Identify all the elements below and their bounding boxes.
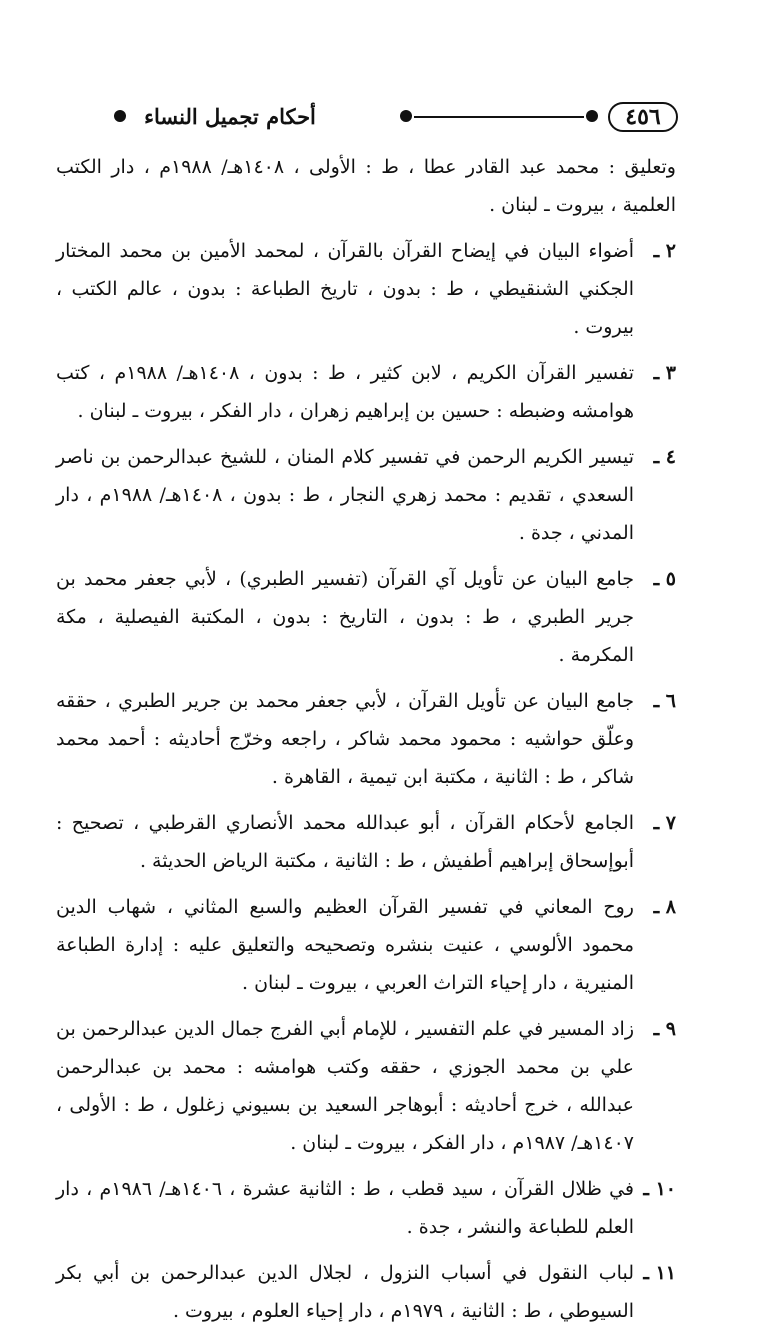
entry-text: زاد المسير في علم التفسير ، للإمام أبي الفرج جمال الدين عبدالرحمن بن علي بن محمد الجوزي ، حققه وكتب هوامشه : محمد بن عبدالرحمن عبدالله ، خرج أحاديثه : أبوهاجر السعيد بن بسيوني زغلول ، ط : الأولى ، ١٤٠٧هـ/ ١٩٨٧م ، دار الفكر ، بيروت ـ لبنان . bbox=[56, 1018, 634, 1154]
entry-text: أضواء البيان في إيضاح القرآن بالقرآن ، لمحمد الأمين بن محمد المختار الجكني الشنقيطي ، ط : بدون ، تاريخ الطباعة : بدون ، عالم الكتب ، بيروت . bbox=[56, 240, 634, 338]
entry-number: ١١ ـ bbox=[643, 1262, 676, 1284]
entry-number: ٤ ـ bbox=[653, 446, 676, 468]
entry-text: الجامع لأحكام القرآن ، أبو عبدالله محمد الأنصاري القرطبي ، تصحيح : أبوإسحاق إبراهيم أطفيش ، ط : الثانية ، مكتبة الرياض الحديثة . bbox=[56, 812, 634, 872]
list-item bbox=[56, 682, 676, 796]
header-dot-left bbox=[114, 110, 126, 122]
list-item bbox=[56, 888, 676, 1002]
entry-number: ١٠ ـ bbox=[643, 1178, 676, 1200]
list-item bbox=[56, 438, 676, 552]
header-dot-middle bbox=[400, 110, 412, 122]
entry-number: ٨ ـ bbox=[653, 896, 676, 918]
entry-number: ٦ ـ bbox=[653, 690, 676, 712]
entry-text: جامع البيان عن تأويل القرآن ، لأبي جعفر محمد بن جرير الطبري ، حققه وعلّق حواشيه : محمود محمد شاكر ، راجعه وخرّج أحاديثه : أحمد محمد شاكر ، ط : الثانية ، مكتبة ابن تيمية ، القاهرة . bbox=[56, 690, 634, 788]
book-title: أحكام تجميل النساء bbox=[144, 104, 316, 129]
page-header bbox=[56, 102, 678, 136]
list-item bbox=[56, 804, 676, 880]
header-rule bbox=[414, 116, 584, 118]
list-item bbox=[56, 1254, 676, 1330]
list-item bbox=[56, 1170, 676, 1246]
entry-number: ٥ ـ bbox=[653, 568, 676, 590]
entry-text: لباب النقول في أسباب النزول ، لجلال الدين عبدالرحمن بن أبي بكر السيوطي ، ط : الثانية ، ١٩٧٩م ، دار إحياء العلوم ، بيروت . bbox=[56, 1262, 634, 1322]
entry-text: جامع البيان عن تأويل آي القرآن (تفسير الطبري) ، لأبي جعفر محمد بن جرير الطبري ، ط : بدون ، التاريخ : بدون ، المكتبة الفيصلية ، مكة المكرمة . bbox=[56, 568, 634, 666]
entry-text: وتعليق : محمد عبد القادر عطا ، ط : الأولى ، ١٤٠٨هـ/ ١٩٨٨م ، دار الكتب العلمية ، بيروت ـ لبنان . bbox=[56, 156, 676, 216]
list-item bbox=[56, 148, 676, 224]
list-item bbox=[56, 232, 676, 346]
entry-text: روح المعاني في تفسير القرآن العظيم والسبع المثاني ، شهاب الدين محمود الألوسي ، عنيت بنشره وتصحيحه والتعليق عليه : إدارة الطباعة المنيرية ، دار إحياء التراث العربي ، بيروت ـ لبنان . bbox=[56, 896, 634, 994]
list-item bbox=[56, 354, 676, 430]
list-item bbox=[56, 560, 676, 674]
entry-number: ٩ ـ bbox=[653, 1018, 676, 1040]
entry-text: تيسير الكريم الرحمن في تفسير كلام المنان ، للشيخ عبدالرحمن بن ناصر السعدي ، تقديم : محمد زهري النجار ، ط : بدون ، ١٤٠٨هـ/ ١٩٨٨م ، دار المدني ، جدة . bbox=[56, 446, 634, 544]
entry-number: ٣ ـ bbox=[653, 362, 676, 384]
entry-text: في ظلال القرآن ، سيد قطب ، ط : الثانية عشرة ، ١٤٠٦هـ/ ١٩٨٦م ، دار العلم للطباعة والنشر ، جدة . bbox=[56, 1178, 635, 1238]
entry-number: ٧ ـ bbox=[653, 812, 676, 834]
list-item bbox=[56, 1010, 676, 1162]
bibliography-list bbox=[56, 148, 676, 1338]
page-number: ٤٥٦ bbox=[608, 102, 678, 132]
entry-text: تفسير القرآن الكريم ، لابن كثير ، ط : بدون ، ١٤٠٨هـ/ ١٩٨٨م ، كتب هوامشه وضبطه : حسين بن إبراهيم زهران ، دار الفكر ، بيروت ـ لبنان . bbox=[56, 362, 634, 422]
entry-number: ٢ ـ bbox=[653, 240, 676, 262]
header-dot-right bbox=[586, 110, 598, 122]
